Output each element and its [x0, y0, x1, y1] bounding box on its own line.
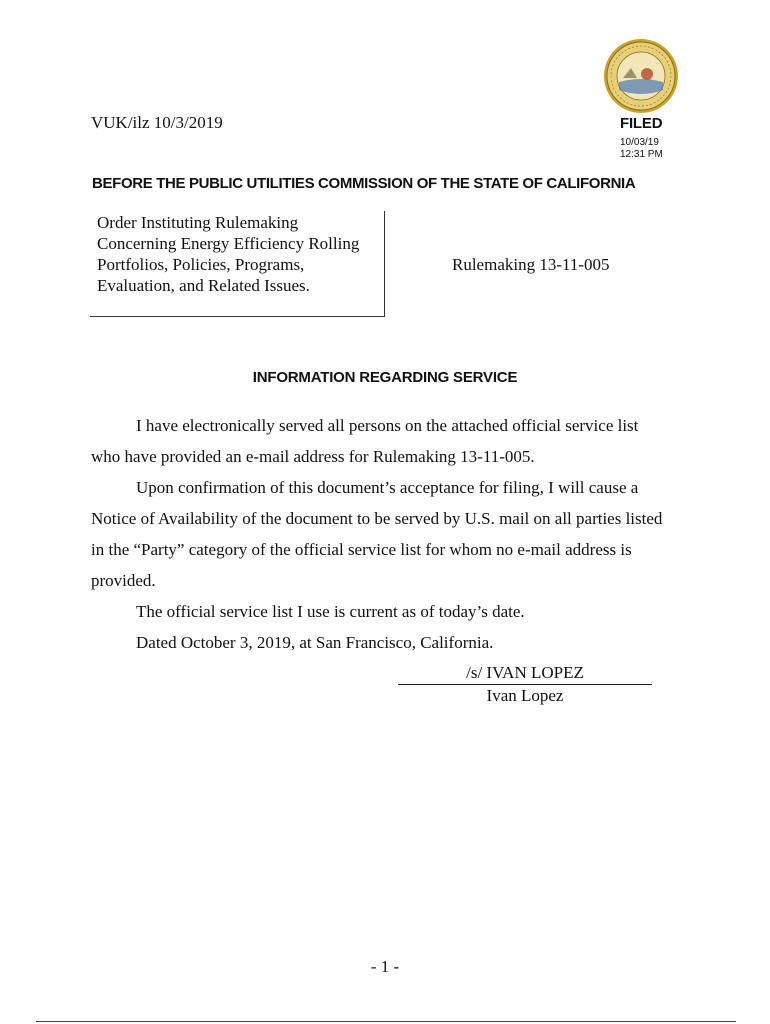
paragraph: Dated October 3, 2019, at San Francisco, California. [136, 633, 494, 652]
filed-time: 12:31 PM [620, 149, 663, 160]
filed-date: 10/03/19 [620, 137, 659, 148]
commission-title: BEFORE THE PUBLIC UTILITIES COMMISSION OF THE STATE OF CALIFORNIA [92, 175, 636, 192]
signature-rule [398, 684, 652, 685]
caption-divider-horizontal [90, 316, 385, 317]
state-seal-icon [603, 38, 679, 114]
signatory-name: Ivan Lopez [486, 686, 564, 705]
filed-stamp [620, 115, 663, 161]
document-reference: VUK/ilz 10/3/2019 [91, 113, 223, 132]
signature-line: /s/ IVAN LOPEZ [466, 663, 584, 682]
paragraph: The official service list I use is current as of today’s date. [136, 602, 525, 621]
paragraph: I have electronically served all persons on the attached official service list who have provided an e-mail address for Rulemaking 13-11-005. [91, 416, 639, 466]
caption-line: Evaluation, and Related Issues. [97, 276, 310, 295]
body-text [91, 410, 671, 658]
proceeding-number: Rulemaking 13-11-005 [452, 255, 610, 274]
caption-line: Portfolios, Policies, Programs, [97, 255, 305, 274]
caption-line: Concerning Energy Efficiency Rolling [97, 234, 360, 253]
caption-divider-vertical [384, 211, 385, 317]
filed-label: FILED [620, 115, 663, 132]
caption-line: Order Instituting Rulemaking [97, 213, 299, 232]
case-caption [97, 212, 379, 296]
page-number: - 1 - [370, 957, 400, 976]
section-heading: INFORMATION REGARDING SERVICE [252, 369, 518, 386]
footer-rule [36, 1021, 736, 1022]
paragraph: Upon confirmation of this document’s acceptance for filing, I will cause a Notice of Availability of the document to be served by U.S. mail on all parties listed in the “Party” category of the official service list for whom no e-mail address is provided. [91, 478, 663, 590]
